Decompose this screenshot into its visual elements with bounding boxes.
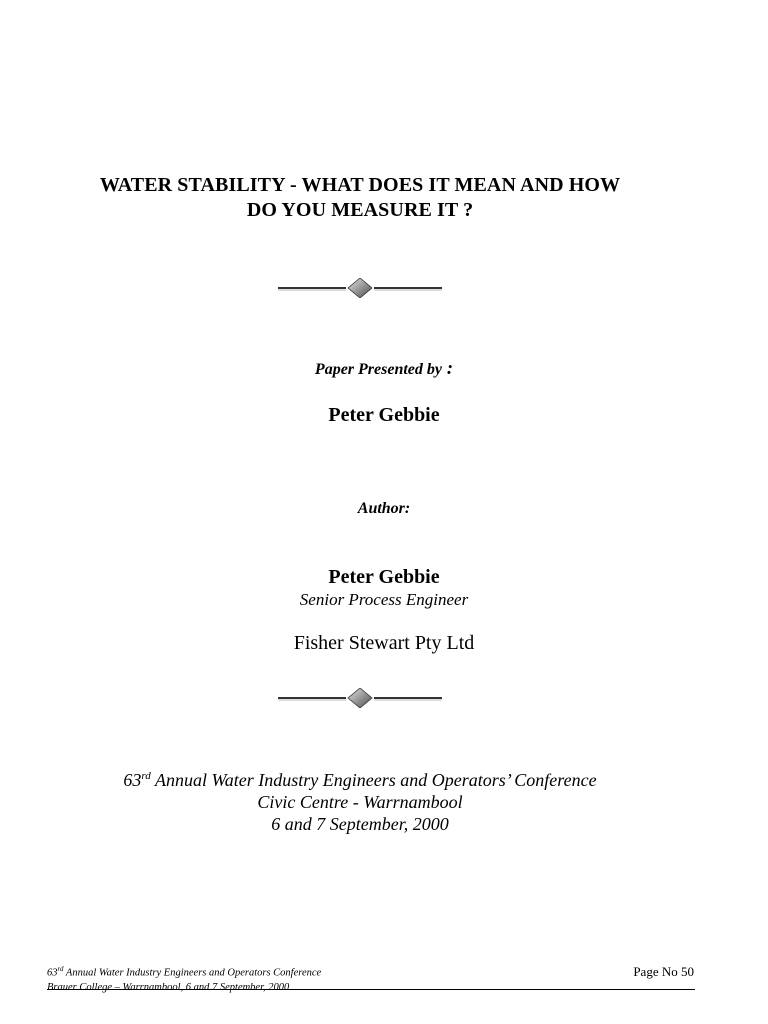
conference-info	[40, 765, 680, 835]
footer-ordinal-suffix: rd	[57, 965, 64, 973]
paper-title	[40, 173, 680, 223]
author-company: Fisher Stewart Pty Ltd	[293, 632, 475, 654]
conference-venue: Civic Centre - Warrnambool	[257, 792, 463, 812]
footer-rule	[47, 989, 695, 990]
footer-line-2: Brauer College – Warrnambool, 6 and 7 September, 2000	[47, 981, 290, 993]
conference-line-1	[40, 765, 680, 791]
footer-conference-name: Annual Water Industry Engineers and Operators Conference	[63, 967, 322, 979]
page-number: Page No 50	[633, 964, 694, 979]
author-label: Author:	[357, 500, 411, 517]
conference-dates: 6 and 7 September, 2000	[271, 814, 449, 834]
presented-by-text: Paper Presented by	[314, 361, 442, 378]
conference-name: Annual Water Industry Engineers and Operators’ Conference	[150, 770, 597, 790]
conference-ordinal-suffix: rd	[141, 770, 151, 782]
ornament-divider-top	[278, 278, 442, 298]
conference-ordinal-number: 63	[123, 770, 142, 790]
presenter-name: Peter Gebbie	[328, 404, 440, 426]
presented-by-colon: :	[442, 358, 454, 379]
presented-by-label	[0, 358, 768, 380]
author-name: Peter Gebbie	[328, 566, 440, 588]
footer-ordinal-number: 63	[47, 967, 58, 979]
diamond-icon	[348, 278, 372, 298]
diamond-icon	[348, 688, 372, 708]
footer-line-1	[47, 962, 321, 981]
ornament-divider-bottom	[278, 688, 442, 708]
paper-title-line-2: DO YOU MEASURE IT ?	[246, 199, 474, 221]
paper-title-line-1: WATER STABILITY - WHAT DOES IT MEAN AND HOW	[99, 174, 621, 196]
author-role: Senior Process Engineer	[299, 590, 469, 609]
